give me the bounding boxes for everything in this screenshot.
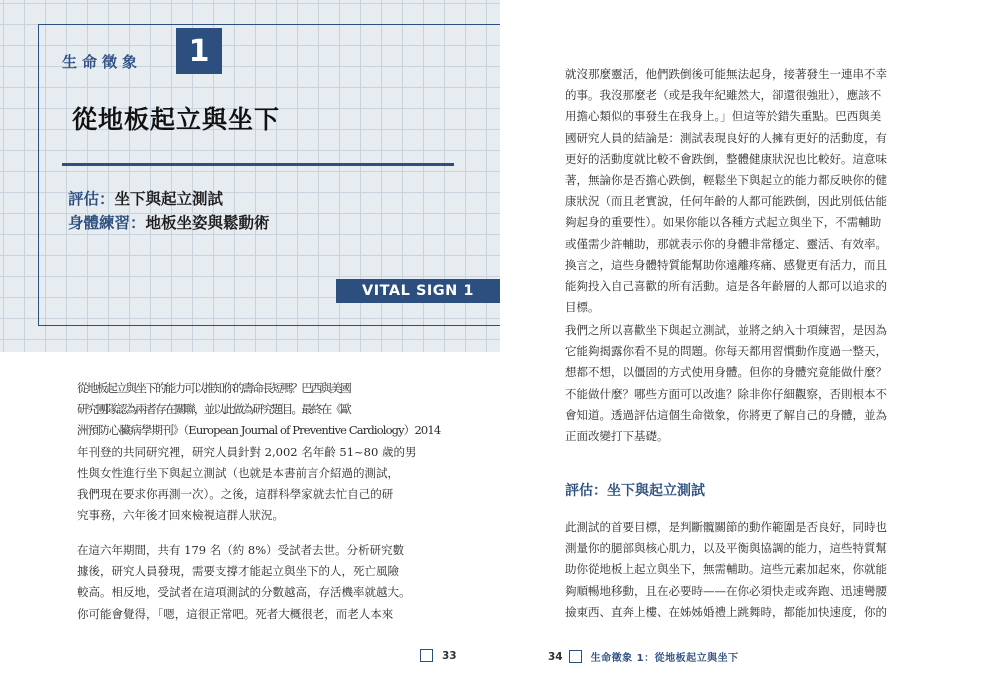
text-line: 想都不想，以僵固的方式使用身體。但你的身體究竟能做什麼？: [565, 365, 887, 380]
text-line: 康狀況（而且老實說，任何年齡的人都可能跌倒，因此別低估能: [565, 194, 887, 209]
right-paragraph-3: [565, 517, 887, 623]
vital-sign-label: 生命徵象: [62, 53, 143, 71]
chapter-title: 從地板起立與坐下: [72, 105, 281, 134]
assessment-subtitle: [68, 187, 223, 209]
text-line: 夠順暢地移動，且在必要時——在你必須快走或奔跑、迅速彎腰: [565, 583, 887, 598]
text-line: 用擔心類似的事發生在我身上。」但這等於錯失重點。巴西與美: [565, 109, 882, 124]
right-page-footer: [548, 649, 739, 664]
text-line: 較高。相反地，受試者在這項測試的分數越高，存活機率就越大。: [77, 585, 411, 600]
text-line: 研究團隊認為兩者存在關聯，並以此做為研究題目。最終在《歐: [77, 402, 350, 417]
text-line: 換言之，這些身體特質能幫助你遠離疼痛、感覺更有活力，而且: [565, 257, 887, 272]
text-line: 著，無論你是否擔心跌倒，輕鬆坐下與起立的能力都反映你的健: [565, 173, 887, 188]
right-paragraph-1: [565, 64, 887, 318]
assessment-key: 評估：: [68, 190, 115, 208]
page-number-right: 34: [548, 650, 563, 663]
text-line: 國研究人員的結論是：測試表現良好的人擁有更好的活動度，有: [565, 130, 887, 145]
text-line: 年刊登的共同研究裡，研究人員針對 2,002 名年齡 51~80 歲的男: [77, 444, 417, 459]
text-line: 正面改變打下基礎。: [565, 429, 669, 444]
text-line: 的事。我沒那麼老（或是我年紀雖然大，卻還很強壯），應該不: [565, 88, 882, 103]
title-divider: [62, 163, 454, 166]
left-page-footer: [420, 649, 457, 662]
vital-sign-number: 1: [176, 28, 222, 74]
text-line: 我們之所以喜歡坐下與起立測試，並將之納入十項練習，是因為: [565, 323, 887, 337]
text-line: 測量你的腿部與核心肌力，以及平衡與協調的能力，這些特質幫: [565, 541, 887, 556]
text-line: 洲預防心臟病學期刊》（European Journal of Preventive Cardiology）2014: [77, 423, 441, 438]
footer-square-icon: [420, 649, 433, 662]
assessment-value: 坐下與起立測試: [114, 190, 224, 208]
left-paragraph-1: [77, 378, 440, 526]
text-line: 據後，研究人員發現，需要支撐才能起立與坐下的人，死亡風險: [77, 564, 399, 579]
text-line: 不能做什麼？哪些方面可以改進？除非你仔細觀察，否則根本不: [565, 386, 887, 401]
text-line: 更好的活動度就比較不會跌倒，整體健康狀況也比較好。這意味: [565, 151, 887, 166]
text-line: 我們現在要求你再測一次）。之後，這群科學家就去忙自己的研: [77, 487, 394, 502]
text-line: 會知道。透過評估這個生命徵象，你將更了解自己的身體，並為: [565, 407, 887, 422]
text-line: 撿東西、直奔上樓、在姊姊婚禮上跳舞時，都能加快速度，你的: [565, 604, 887, 619]
text-line: 此測試的首要目標，是判斷髖關節的動作範圍是否良好，同時也: [565, 520, 887, 534]
text-line: 目標。: [565, 300, 600, 315]
text-line: 在這六年期間，共有 179 名（約 8%）受試者去世。分析研究數: [77, 543, 405, 557]
right-paragraph-2: [565, 320, 887, 447]
text-line: 或僅需少許輔助，那就表示你的身體非常穩定、靈活、有效率。: [565, 236, 887, 251]
text-line: 助你從地板上起立與坐下，無需輔助。這些元素加起來，你就能: [565, 562, 887, 577]
text-line: 它能夠揭露你看不見的問題。你每天都用習慣動作度過一整天，: [565, 344, 887, 359]
text-line: 能夠投入自己喜歡的所有活動。這是各年齡層的人都可以追求的: [565, 279, 887, 294]
practice-key: 身體練習：: [68, 214, 146, 232]
text-line: 從地板起立與坐下的能力可以推知你的壽命長短嗎？巴西與美國: [77, 381, 350, 395]
practice-value: 地板坐姿與鬆動術: [145, 214, 270, 232]
vital-sign-tag: VITAL SIGN 1: [336, 279, 500, 303]
text-line: 你可能會覺得，「嗯，這很正常吧。死者大概很老，而老人本來: [77, 606, 394, 621]
left-paragraph-2: [77, 540, 411, 625]
running-title: 生命徵象 1：從地板起立與坐下: [590, 653, 739, 664]
section-heading: 評估：坐下與起立測試: [565, 483, 705, 499]
text-line: 性與女性進行坐下與起立測試（也就是本書前言介紹過的測試，: [77, 465, 399, 480]
page-number-left: 33: [442, 649, 457, 662]
text-line: 就沒那麼靈活，他們跌倒後可能無法起身，接著發生一連串不幸: [565, 67, 887, 81]
text-line: 究事務，六年後才回來檢視這群人狀況。: [77, 508, 284, 523]
footer-square-icon: [569, 650, 582, 663]
text-line: 夠起身的重要性）。如果你能以各種方式起立與坐下，不需輔助: [565, 215, 882, 230]
practice-subtitle: [68, 211, 270, 233]
